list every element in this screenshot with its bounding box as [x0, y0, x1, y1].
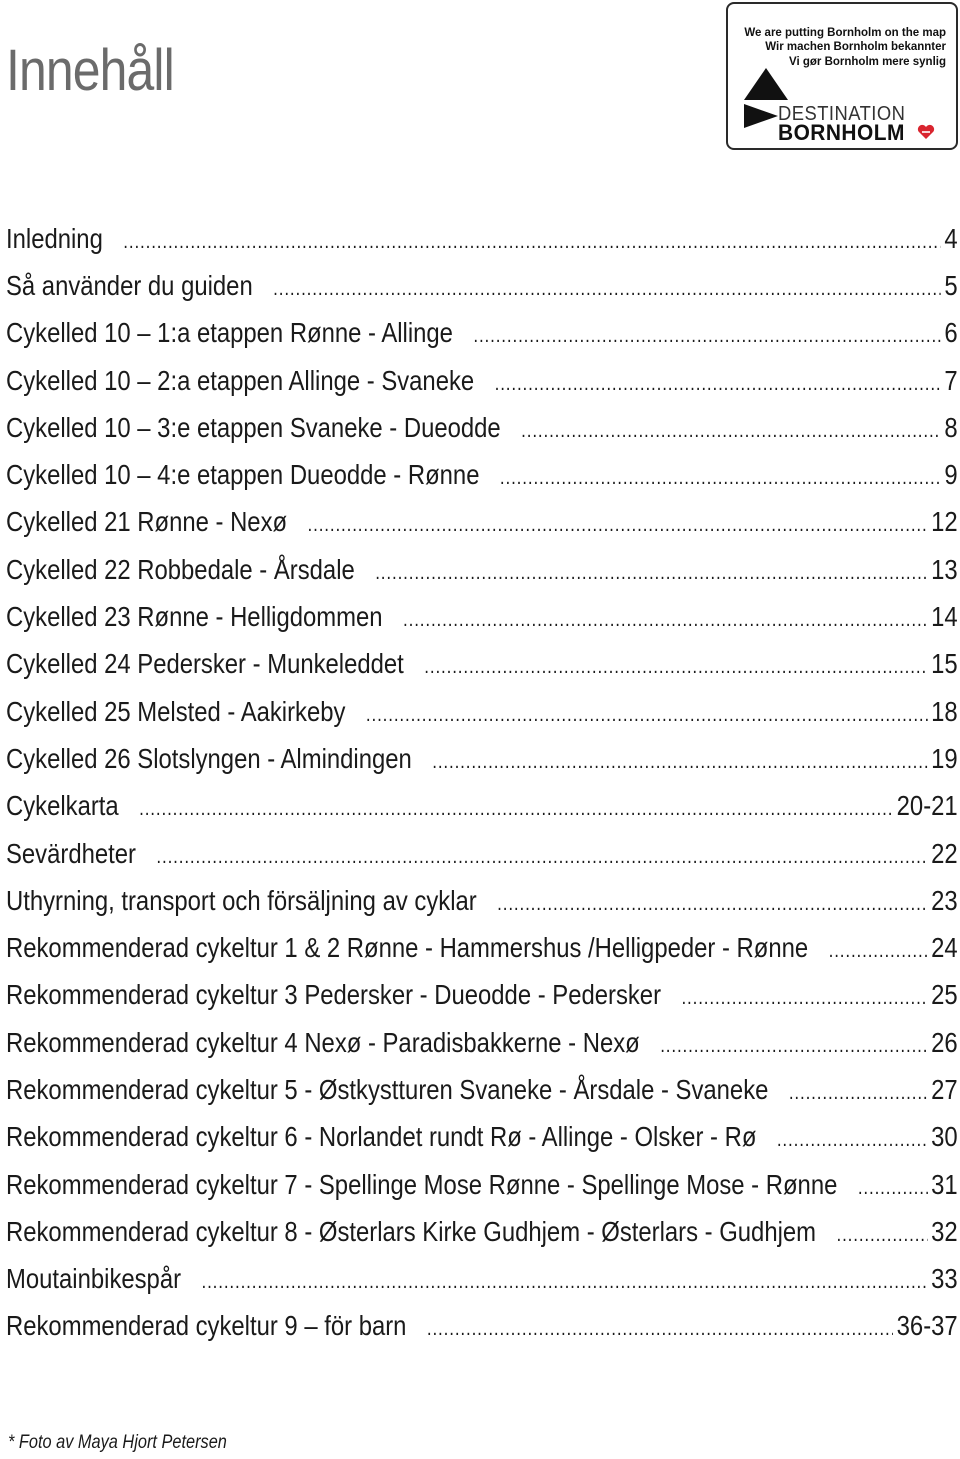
toc-entry-line — [6, 648, 958, 680]
toc-entry-line — [6, 1074, 958, 1106]
toc-entry — [6, 499, 958, 546]
toc-entry — [6, 215, 958, 262]
toc-dot-leader — [427, 1318, 893, 1341]
toc-dot-leader — [681, 987, 927, 1010]
toc-entry-page: 26 — [931, 1026, 958, 1058]
toc-entry-line — [6, 838, 958, 870]
toc-entry-label: Rekommenderad cykeltur 5 - Østkystturen Svaneke - Årsdale - Svaneke — [6, 1073, 769, 1105]
toc-dot-leader — [308, 514, 928, 537]
toc-dot-leader — [375, 562, 928, 585]
toc-entry-line — [6, 885, 958, 917]
toc-entry-page: 24 — [931, 932, 958, 964]
toc-dot-leader — [495, 373, 941, 396]
toc-entry — [6, 877, 958, 924]
logo-tagline-danish: Vi gør Bornholm mere synlig — [789, 56, 946, 68]
toc-dot-leader — [123, 231, 941, 254]
toc-entry — [6, 1114, 958, 1161]
toc-entry-page: 25 — [931, 979, 958, 1011]
toc-entry — [6, 830, 958, 877]
toc-entry — [6, 783, 958, 830]
toc-entry-label: Cykelled 10 – 4:e etappen Dueodde - Rønne — [6, 459, 480, 491]
toc-entry-label: Rekommenderad cykeltur 6 - Norlandet rundt Rø - Allinge - Olsker - Rø — [6, 1121, 757, 1153]
toc-entry-line — [6, 1216, 958, 1248]
toc-entry-page: 22 — [931, 837, 958, 869]
destination-bornholm-logo — [726, 2, 958, 150]
toc-dot-leader — [473, 325, 941, 348]
toc-dot-leader — [424, 656, 927, 679]
logo-tagline-english: We are putting Bornholm on the map — [744, 27, 946, 39]
toc-entry — [6, 357, 958, 404]
toc-dot-leader — [836, 1224, 927, 1247]
toc-entry-label: Rekommenderad cykeltur 7 - Spellinge Mose Rønne - Spellinge Mose - Rønne — [6, 1168, 838, 1200]
toc-entry — [6, 1303, 958, 1350]
toc-entry-page: 18 — [931, 695, 958, 727]
logo-brand-bottom: BORNHOLM — [778, 120, 905, 145]
toc-entry-label: Uthyrning, transport och försäljning av cyklar — [6, 884, 477, 916]
toc-entry-page: 14 — [931, 601, 958, 633]
toc-entry-label: Cykelled 26 Slotslyngen - Almindingen — [6, 742, 412, 774]
toc-entry-label: Rekommenderad cykeltur 9 – för barn — [6, 1310, 407, 1342]
toc-dot-leader — [156, 846, 927, 869]
page-title: Innehåll — [6, 38, 174, 103]
toc-entry-line — [6, 1263, 958, 1295]
toc-entry-label: Rekommenderad cykeltur 3 Pedersker - Dueodde - Pedersker — [6, 979, 662, 1011]
toc-entry-line — [6, 790, 958, 822]
toc-entry-label: Rekommenderad cykeltur 8 - Østerlars Kirke Gudhjem - Østerlars - Gudhjem — [6, 1215, 817, 1247]
toc-entry — [6, 641, 958, 688]
photo-credit: * Foto av Maya Hjort Petersen — [8, 1432, 227, 1453]
toc-entry-line — [6, 1310, 958, 1342]
toc-entry-label: Cykelled 23 Rønne - Helligdommen — [6, 601, 383, 633]
toc-entry-line — [6, 506, 958, 538]
toc-entry-line — [6, 554, 958, 586]
toc-entry-page: 5 — [944, 269, 958, 301]
toc-dot-leader — [521, 420, 941, 443]
toc-entry-label: Cykelled 22 Robbedale - Årsdale — [6, 553, 355, 585]
toc-entry — [6, 1161, 958, 1208]
toc-entry-page: 20-21 — [896, 790, 958, 822]
toc-dot-leader — [660, 1035, 928, 1058]
toc-entry-line — [6, 459, 958, 491]
toc-entry-label: Inledning — [6, 222, 103, 254]
toc-entry-label: Cykelled 25 Melsted - Aakirkeby — [6, 695, 346, 727]
toc-entry-page: 15 — [931, 648, 958, 680]
toc-entry-page: 6 — [944, 317, 958, 349]
toc-dot-leader — [366, 704, 928, 727]
toc-dot-leader — [777, 1129, 928, 1152]
toc-entry-label: Så använder du guiden — [6, 269, 253, 301]
toc-dot-leader — [273, 278, 941, 301]
toc-dot-leader — [139, 798, 893, 821]
toc-entry — [6, 1066, 958, 1113]
toc-entry-label: Cykelled 24 Pedersker - Munkeleddet — [6, 648, 404, 680]
toc-entry-line — [6, 223, 958, 255]
toc-entry-line — [6, 601, 958, 633]
toc-entry-page: 30 — [931, 1121, 958, 1153]
toc-entry-line — [6, 317, 958, 349]
toc-entry — [6, 1019, 958, 1066]
toc-entry — [6, 593, 958, 640]
toc-dot-leader — [201, 1271, 927, 1294]
toc-dot-leader — [789, 1082, 928, 1105]
toc-entry-label: Cykelkarta — [6, 790, 119, 822]
toc-entry — [6, 262, 958, 309]
toc-entry-page: 12 — [931, 506, 958, 538]
toc-entry-label: Moutainbikespår — [6, 1263, 182, 1295]
toc-entry — [6, 1256, 958, 1303]
toc-entry — [6, 688, 958, 735]
toc-dot-leader — [858, 1177, 928, 1200]
logo-brand-top: DESTINATION — [778, 103, 906, 125]
toc-dot-leader — [497, 893, 928, 916]
toc-entry-line — [6, 412, 958, 444]
toc-entry-label: Cykelled 10 – 3:e etappen Svaneke - Dueodde — [6, 411, 501, 443]
toc-entry-line — [6, 1169, 958, 1201]
toc-entry-line — [6, 365, 958, 397]
toc-entry-page: 9 — [944, 459, 958, 491]
toc-entry-page: 31 — [931, 1168, 958, 1200]
table-of-contents — [6, 215, 958, 1350]
toc-entry-page: 27 — [931, 1073, 958, 1105]
toc-entry — [6, 1208, 958, 1255]
toc-entry-line — [6, 743, 958, 775]
toc-dot-leader — [500, 467, 941, 490]
toc-entry-label: Cykelled 21 Rønne - Nexø — [6, 506, 288, 538]
toc-entry-label: Rekommenderad cykeltur 1 & 2 Rønne - Hammershus /Helligpeder - Rønne — [6, 932, 809, 964]
toc-entry-page: 23 — [931, 884, 958, 916]
toc-entry-line — [6, 1121, 958, 1153]
toc-entry-page: 7 — [944, 364, 958, 396]
toc-entry-line — [6, 979, 958, 1011]
toc-dot-leader — [829, 940, 928, 963]
toc-entry-label: Rekommenderad cykeltur 4 Nexø - Paradisbakkerne - Nexø — [6, 1026, 640, 1058]
heart-icon — [917, 124, 935, 140]
toc-entry-page: 36-37 — [896, 1310, 958, 1342]
toc-entry-page: 33 — [931, 1263, 958, 1295]
toc-entry-page: 19 — [931, 742, 958, 774]
toc-entry-line — [6, 696, 958, 728]
toc-entry — [6, 924, 958, 971]
toc-entry — [6, 404, 958, 451]
toc-entry-page: 13 — [931, 553, 958, 585]
toc-entry — [6, 972, 958, 1019]
toc-entry-line — [6, 270, 958, 302]
toc-entry-page: 8 — [944, 411, 958, 443]
toc-entry-page: 4 — [944, 222, 958, 254]
toc-entry-line — [6, 932, 958, 964]
toc-entry-label: Cykelled 10 – 2:a etappen Allinge - Svaneke — [6, 364, 475, 396]
toc-entry-line — [6, 1027, 958, 1059]
toc-dot-leader — [403, 609, 928, 632]
toc-entry-page: 32 — [931, 1215, 958, 1247]
toc-entry — [6, 735, 958, 782]
toc-entry-label: Cykelled 10 – 1:a etappen Rønne - Allinge — [6, 317, 453, 349]
toc-entry-label: Sevärdheter — [6, 837, 136, 869]
toc-entry — [6, 310, 958, 357]
toc-entry — [6, 451, 958, 498]
toc-entry — [6, 546, 958, 593]
logo-tagline-german: Wir machen Bornholm bekannter — [765, 41, 946, 53]
toc-dot-leader — [432, 751, 927, 774]
